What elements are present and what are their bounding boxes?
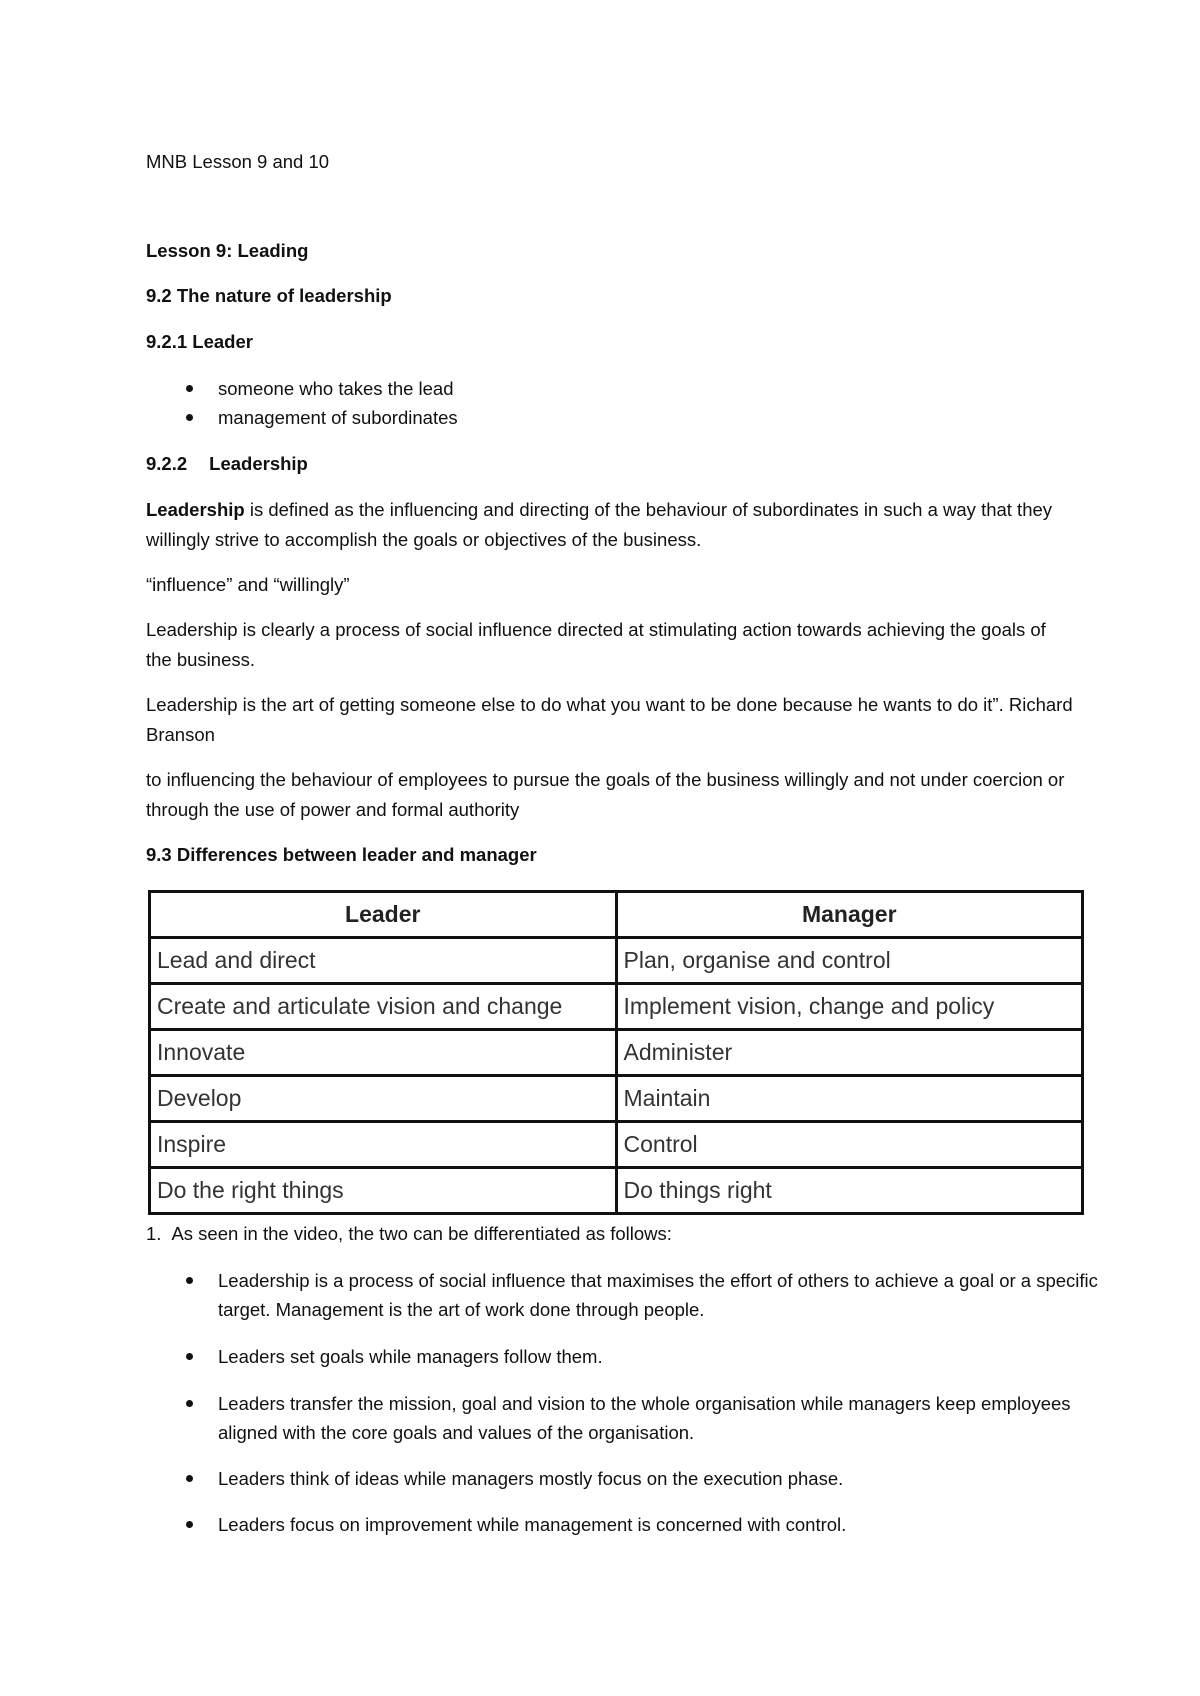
list-item xyxy=(146,374,1076,404)
section-heading-differences: 9.3 Differences between leader and manager xyxy=(146,844,537,865)
table-cell-manager: Administer xyxy=(616,1030,1083,1076)
list-item-text: Leadership is a process of social influence that maximises the effort of others to achieve a goal or a specific target. Management is the art of work done through people. xyxy=(218,1270,1098,1320)
table-row xyxy=(150,1030,1083,1076)
table-row xyxy=(150,984,1083,1030)
section-heading-nature: 9.2 The nature of leadership xyxy=(146,285,392,306)
paragraph-influencing: to influencing the behaviour of employees to pursue the goals of the business willingly and not under coercion or through the use of power and formal authority xyxy=(146,769,1065,820)
definition-text: is defined as the influencing and directing of the behaviour of subordinates in such a way that they willingly strive to accomplish the goals or objectives of the business. xyxy=(146,499,1053,550)
table-cell-leader: Lead and direct xyxy=(150,938,617,984)
bullet-icon xyxy=(186,1475,193,1482)
list-item xyxy=(146,1266,1098,1326)
table-row xyxy=(150,1076,1083,1122)
lesson-title: Lesson 9: Leading xyxy=(146,240,309,261)
table-cell-leader: Innovate xyxy=(150,1030,617,1076)
comparison-table xyxy=(148,890,1084,1215)
bullet-icon xyxy=(186,1353,193,1360)
document-header: MNB Lesson 9 and 10 xyxy=(146,151,330,172)
table-cell-leader: Do the right things xyxy=(150,1168,617,1214)
bullet-icon xyxy=(186,1400,193,1407)
section-heading-leadership xyxy=(146,449,308,479)
numbered-intro-text: As seen in the video, the two can be differentiated as follows: xyxy=(171,1223,672,1244)
list-item-text: Leaders transfer the mission, goal and vision to the whole organisation while managers keep employees aligned with the core goals and values of the organisation. xyxy=(218,1393,1071,1443)
section-heading-leader: 9.2.1 Leader xyxy=(146,331,253,352)
paragraph-branson-quote: Leadership is the art of getting someone else to do what you want to be done because he wants to do it”. Richard Branson xyxy=(146,694,1073,745)
numbered-intro xyxy=(146,1219,672,1249)
bullet-icon xyxy=(186,1521,193,1528)
table-cell-leader: Create and articulate vision and change xyxy=(150,984,617,1030)
paragraph-social-influence: Leadership is clearly a process of social influence directed at stimulating action towards achieving the goals of the business. xyxy=(146,619,1046,670)
column-header-leader: Leader xyxy=(150,892,617,938)
table-cell-manager: Implement vision, change and policy xyxy=(616,984,1083,1030)
list-item-text: Leaders set goals while managers follow them. xyxy=(218,1346,603,1367)
list-item-text: management of subordinates xyxy=(218,407,458,428)
list-item xyxy=(146,1389,1076,1449)
keywords-line: “influence” and “willingly” xyxy=(146,574,350,595)
list-item-text: Leaders focus on improvement while management is concerned with control. xyxy=(218,1514,847,1535)
table-cell-manager: Maintain xyxy=(616,1076,1083,1122)
bullet-icon xyxy=(186,385,193,392)
list-number: 1. xyxy=(146,1223,162,1244)
bullet-icon xyxy=(186,1277,193,1284)
column-header-manager: Manager xyxy=(616,892,1083,938)
list-item xyxy=(146,403,1076,433)
table-cell-leader: Develop xyxy=(150,1076,617,1122)
defined-term: Leadership xyxy=(146,499,245,520)
section-number: 9.2.2 xyxy=(146,453,188,474)
table-cell-manager: Plan, organise and control xyxy=(616,938,1083,984)
list-item xyxy=(146,1342,1076,1372)
table-header-row xyxy=(150,892,1083,938)
section-title: Leadership xyxy=(209,453,308,474)
bullet-icon xyxy=(186,414,193,421)
table-cell-leader: Inspire xyxy=(150,1122,617,1168)
table-row xyxy=(150,1168,1083,1214)
list-item xyxy=(146,1510,1076,1540)
list-item-text: Leaders think of ideas while managers mostly focus on the execution phase. xyxy=(218,1468,844,1489)
table-row xyxy=(150,1122,1083,1168)
table-cell-manager: Control xyxy=(616,1122,1083,1168)
table-cell-manager: Do things right xyxy=(616,1168,1083,1214)
table-row xyxy=(150,938,1083,984)
list-item-text: someone who takes the lead xyxy=(218,378,454,399)
definition-paragraph xyxy=(146,495,1076,555)
list-item xyxy=(146,1464,1076,1494)
